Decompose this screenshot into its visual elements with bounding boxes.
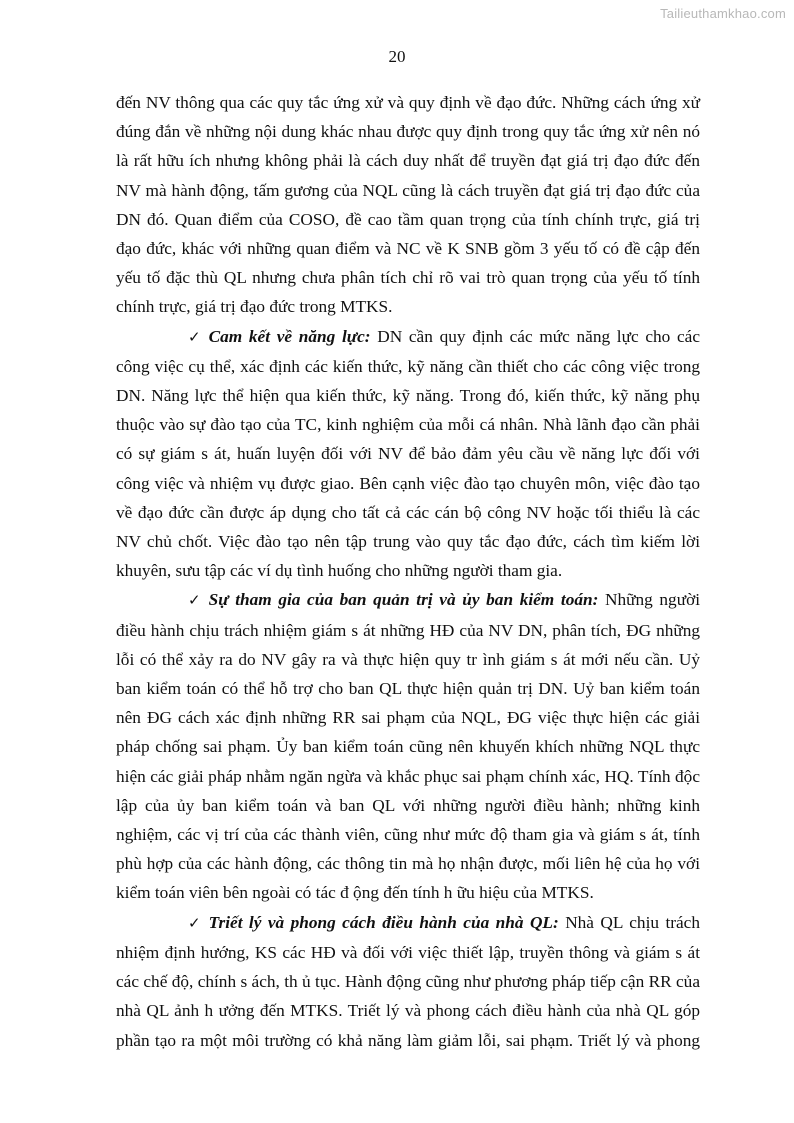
text-line: nghiệm, các vị trí của các thành viên, cũng như mức độ tham gia và giám s át, tính [116,825,700,845]
text-line: nhà QL ảnh h ưởng đến MTKS. Triết lý và phong cách điều hành của nhà QL góp [116,1001,700,1021]
text-line: khuyên, sưu tập các ví dụ tình huống cho những người tham gia. [116,561,563,581]
section-heading: Triết lý và phong cách điều hành của nhà QL: [208,912,559,932]
paragraph-management-philosophy [116,908,700,1055]
text-line: nên ĐG cách xác định những RR sai phạm của NQL, ĐG việc thực hiện các giải [116,708,700,728]
text-line: về đạo đức cần được áp dụng cho tất cả các cán bộ công NV hoặc tối thiểu là các [116,502,700,522]
text-line: đúng đắn về những nội dung khác nhau được quy định trong quy tắc ứng xử nên nó [116,122,700,142]
section-heading-line [116,908,700,938]
text-line: các chế độ, chính s ách, th ủ tục. Hành động cũng như phương pháp tiếp cận RR của [116,972,700,992]
section-heading: Cam kết về năng lực: [208,326,371,346]
paragraph-competence [116,322,700,586]
text-line: NV chủ chốt. Việc đào tạo nên tập trung vào quy tắc đạo đức, cách tìm kiếm lời [116,532,700,552]
text-line: ban kiểm toán có thể hỗ trợ cho ban QL thực hiện quản trị DN. Uỷ ban kiểm toán [116,679,700,699]
text-line: phần tạo ra một môi trường có khả năng làm giảm lỗi, sai phạm. Triết lý và phong [116,1030,700,1050]
checkmark-icon: ✓ [188,327,201,346]
text-line: DN đó. Quan điểm của COSO, đề cao tầm quan trọng của tính chính trực, giá trị [116,209,700,229]
text-line: kiểm toán viên bên ngoài có tác đ ộng đến tính h ữu hiệu của MTKS. [116,883,594,903]
text-line: lỗi có thể xảy ra do NV gây ra và thực hiện quy tr ình giám s át mới nếu cần. Uỷ [116,649,700,669]
text-line: lập của ủy ban kiểm toán và ban QL với những người điều hành; những kinh [116,795,700,815]
checkmark-icon: ✓ [188,591,201,610]
text-line: chính trực, giá trị đạo đức trong MTKS. [116,297,393,317]
section-heading: Sự tham gia của ban quản trị và ủy ban kiểm toán: [208,590,599,610]
watermark: Tailieuthamkhao.com [660,6,786,21]
paragraph-governance [116,585,700,907]
text-line: đến NV thông qua các quy tắc ứng xử và quy định về đạo đức. Những cách ứng xử [116,93,700,112]
document-body [116,88,700,1055]
text-line: DN. Năng lực thể hiện qua kiến thức, kỹ năng. Trong đó, kiến thức, kỹ năng phụ [116,386,700,406]
text-line: NV mà hành động, tấm gương của NQL cũng là cách truyền đạt giá trị đạo đức của [116,180,700,200]
text-line: pháp chống sai phạm. Ủy ban kiểm toán cũng nên khuyến khích những NQL thực [116,737,700,757]
text-line: DN cần quy định các mức năng lực cho các [370,326,700,346]
checkmark-icon: ✓ [188,913,201,932]
page-number: 20 [388,47,406,66]
text-line: đạo đức, khác với những quan điểm và NC về K SNB gồm 3 yếu tố có đề cập đến [116,239,700,259]
section-heading-line [116,322,700,352]
text-line: Nhà QL chịu trách [558,912,700,932]
text-line: là rất hữu ích nhưng không phải là cách duy nhất để truyền đạt giá trị đạo đức đến [116,151,700,171]
text-line: nhiệm định hướng, KS các HĐ và đối với việc thiết lập, truyền thông và giám s át [116,942,700,962]
section-heading-line [116,585,700,615]
text-line: yếu tố đặc thù QL nhưng chưa phân tích chỉ rõ vai trò quan trọng của yếu tố tính [116,268,700,288]
text-line: công việc cụ thể, xác định các kiến thức, kỹ năng cần thiết cho các công việc trong [116,356,700,376]
text-line: điều hành chịu trách nhiệm giám s át những HĐ của NV DN, phân tích, ĐG những [116,620,700,640]
paragraph-intro [116,88,700,322]
text-line: Những người [598,590,701,610]
text-line: thuộc vào sự đào tạo của TC, kinh nghiệm của mỗi cá nhân. Nhà lãnh đạo cần phải [116,415,700,435]
text-line: công việc và nhiệm vụ được giao. Bên cạnh việc đào tạo chuyên môn, việc đào tạo [116,473,700,493]
text-line: hiện các giải pháp nhằm ngăn ngừa và khắc phục sai phạm chính xác, HQ. Tính độc [116,766,700,786]
text-line: phù hợp của các hành động, các thông tin mà họ nhận được, mối liên hệ của họ với [116,854,700,874]
text-line: có sự giám s át, huấn luyện đối với NV để bảo đảm yêu cầu về năng lực đối với [116,444,700,464]
